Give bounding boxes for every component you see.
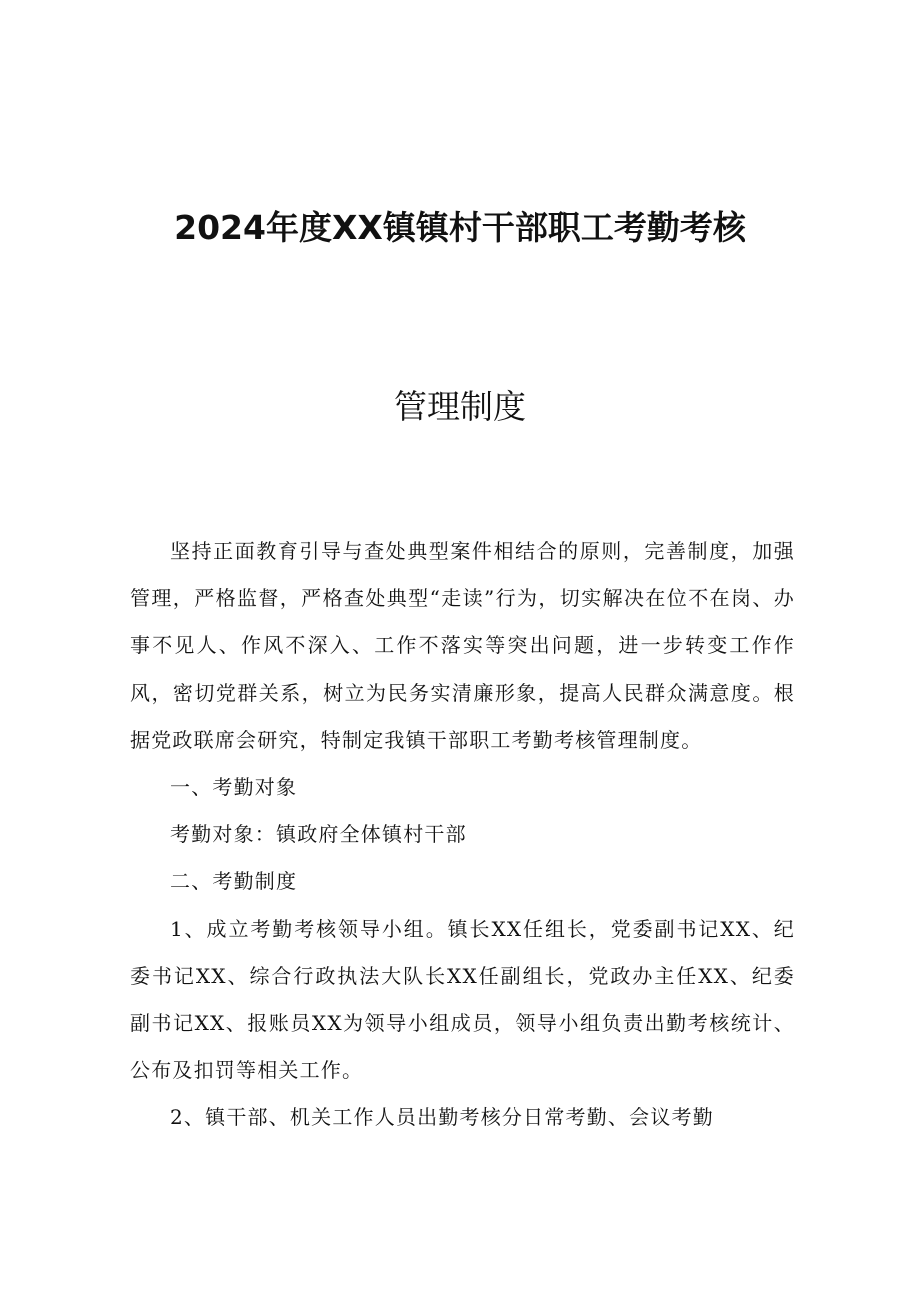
section-heading-attendance-system: 二、考勤制度 bbox=[170, 869, 298, 894]
document-title-line-2: 管理制度 bbox=[394, 387, 526, 426]
section-heading-attendance-target: 一、考勤对象 bbox=[170, 775, 298, 800]
intro-paragraph: 坚持正面教育引导与查处典型案件相结合的原则，完善制度，加强管理，严格监督，严格查处典型“走读”行为，切实解决在位不在岗、办事不见人、作风不深入、工作不落实等突出问题，进一步转变工作作风，密切党群关系，树立为民务实清廉形象，提高人民群众满意度。根据党政联席会研究，特制定我镇干部职工考勤考核管理制度。 bbox=[130, 539, 795, 752]
attendance-target-paragraph: 考勤对象：镇政府全体镇村干部 bbox=[170, 822, 467, 847]
attendance-types-paragraph: 2、镇干部、机关工作人员出勤考核分日常考勤、会议考勤 bbox=[170, 1105, 714, 1130]
document-body bbox=[130, 528, 795, 1142]
leadership-group-paragraph: 1、成立考勤考核领导小组。镇长XX任组长，党委副书记XX、纪委书记XX、综合行政执法大队长XX任副组长，党政办主任XX、纪委副书记XX、报账员XX为领导小组成员，领导小组负责出勤考核统计、公布及扣罚等相关工作。 bbox=[130, 916, 795, 1083]
document-title-line-1: 2024年度XX镇镇村干部职工考勤考核 bbox=[174, 208, 746, 247]
